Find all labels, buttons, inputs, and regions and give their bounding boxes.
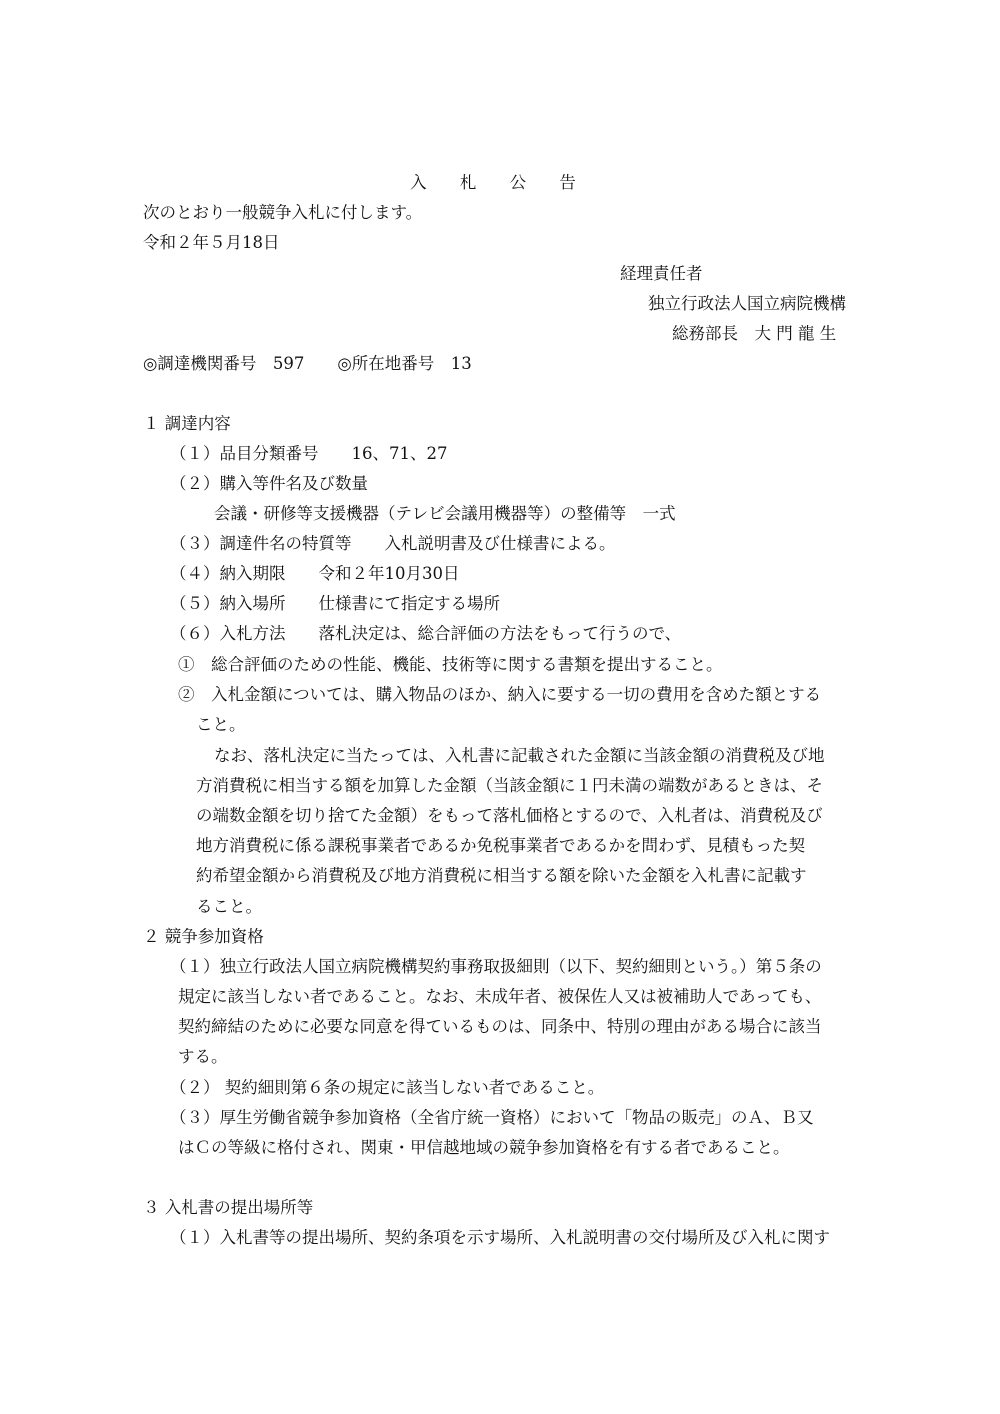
s1-note-line-4: 地方消費税に係る課税事業者であるか免税事業者であるかを問わず、見積もった契	[196, 836, 806, 855]
notice-date: 令和２年５月18日	[143, 233, 280, 252]
issuer-org: 独立行政法人国立病院機構	[648, 294, 846, 313]
s2-item-2: （２） 契約細則第６条の規定に該当しない者であること。	[170, 1078, 605, 1097]
s2-item-1-line-3: 契約締結のために必要な同意を得ているものは、同条中、特別の理由がある場合に該当	[178, 1017, 822, 1036]
s1-note-line-3: の端数金額を切り捨てた金額）をもって落札価格とするので、入札者は、消費税及び	[196, 806, 823, 825]
s3-item-1-line-1: （１）入札書等の提出場所、契約条項を示す場所、入札説明書の交付場所及び入札に関す	[170, 1228, 830, 1247]
s1-item-2-detail: 会議・研修等支援機器（テレビ会議用機器等）の整備等 一式	[214, 504, 676, 523]
s2-item-1-line-1: （１）独立行政法人国立病院機構契約事務取扱細則（以下、契約細則という。）第５条の	[170, 957, 822, 976]
notice-title: 入 札 公 告	[410, 173, 590, 192]
issuer-name: 総務部長 大 門 龍 生	[672, 324, 837, 343]
section-1-heading: １ 調達内容	[143, 414, 231, 433]
s1-item-6: （６）入札方法 落札決定は、総合評価の方法をもって行うので、	[170, 624, 682, 643]
s1-note-line-5: 約希望金額から消費税及び地方消費税に相当する額を除いた金額を入札書に記載す	[196, 866, 807, 885]
s1-item-3: （３）調達件名の特質等 入札説明書及び仕様書による。	[170, 534, 616, 553]
s1-sub-2-line-1: ② 入札金額については、購入物品のほか、納入に要する一切の費用を含めた額とする	[178, 685, 822, 704]
s2-item-1-line-4: する。	[178, 1047, 228, 1066]
section-3-heading: ３ 入札書の提出場所等	[143, 1198, 314, 1217]
procurement-codes: ◎調達機関番号 597 ◎所在地番号 13	[143, 354, 472, 373]
s2-item-1-line-2: 規定に該当しない者であること。なお、未成年者、被保佐人又は被補助人であっても、	[178, 987, 822, 1006]
s1-sub-1: ① 総合評価のための性能、機能、技術等に関する書類を提出すること。	[178, 655, 723, 674]
s1-note-line-1: なお、落札決定に当たっては、入札書に記載された金額に当該金額の消費税及び地	[214, 746, 825, 765]
s1-note-line-6: ること。	[196, 897, 262, 916]
s1-note-line-2: 方消費税に相当する額を加算した金額（当該金額に１円未満の端数があるときは、そ	[196, 776, 823, 795]
issuer-role: 経理責任者	[620, 264, 703, 283]
s2-item-3-line-1: （３）厚生労働省競争参加資格（全省庁統一資格）において「物品の販売」のＡ、Ｂ又	[170, 1108, 814, 1127]
s2-item-3-line-2: はＣの等級に格付され、関東・甲信越地域の競争参加資格を有する者であること。	[178, 1138, 790, 1157]
s1-sub-2-line-2: こと。	[196, 715, 246, 734]
notice-intro: 次のとおり一般競争入札に付します。	[143, 203, 423, 222]
section-2-heading: ２ 競争参加資格	[143, 927, 264, 946]
s1-item-1: （１）品目分類番号 16、71、27	[170, 444, 448, 463]
s1-item-2: （２）購入等件名及び数量	[170, 474, 368, 493]
s1-item-5: （５）納入場所 仕様書にて指定する場所	[170, 594, 500, 613]
s1-item-4: （４）納入期限 令和２年10月30日	[170, 564, 460, 583]
